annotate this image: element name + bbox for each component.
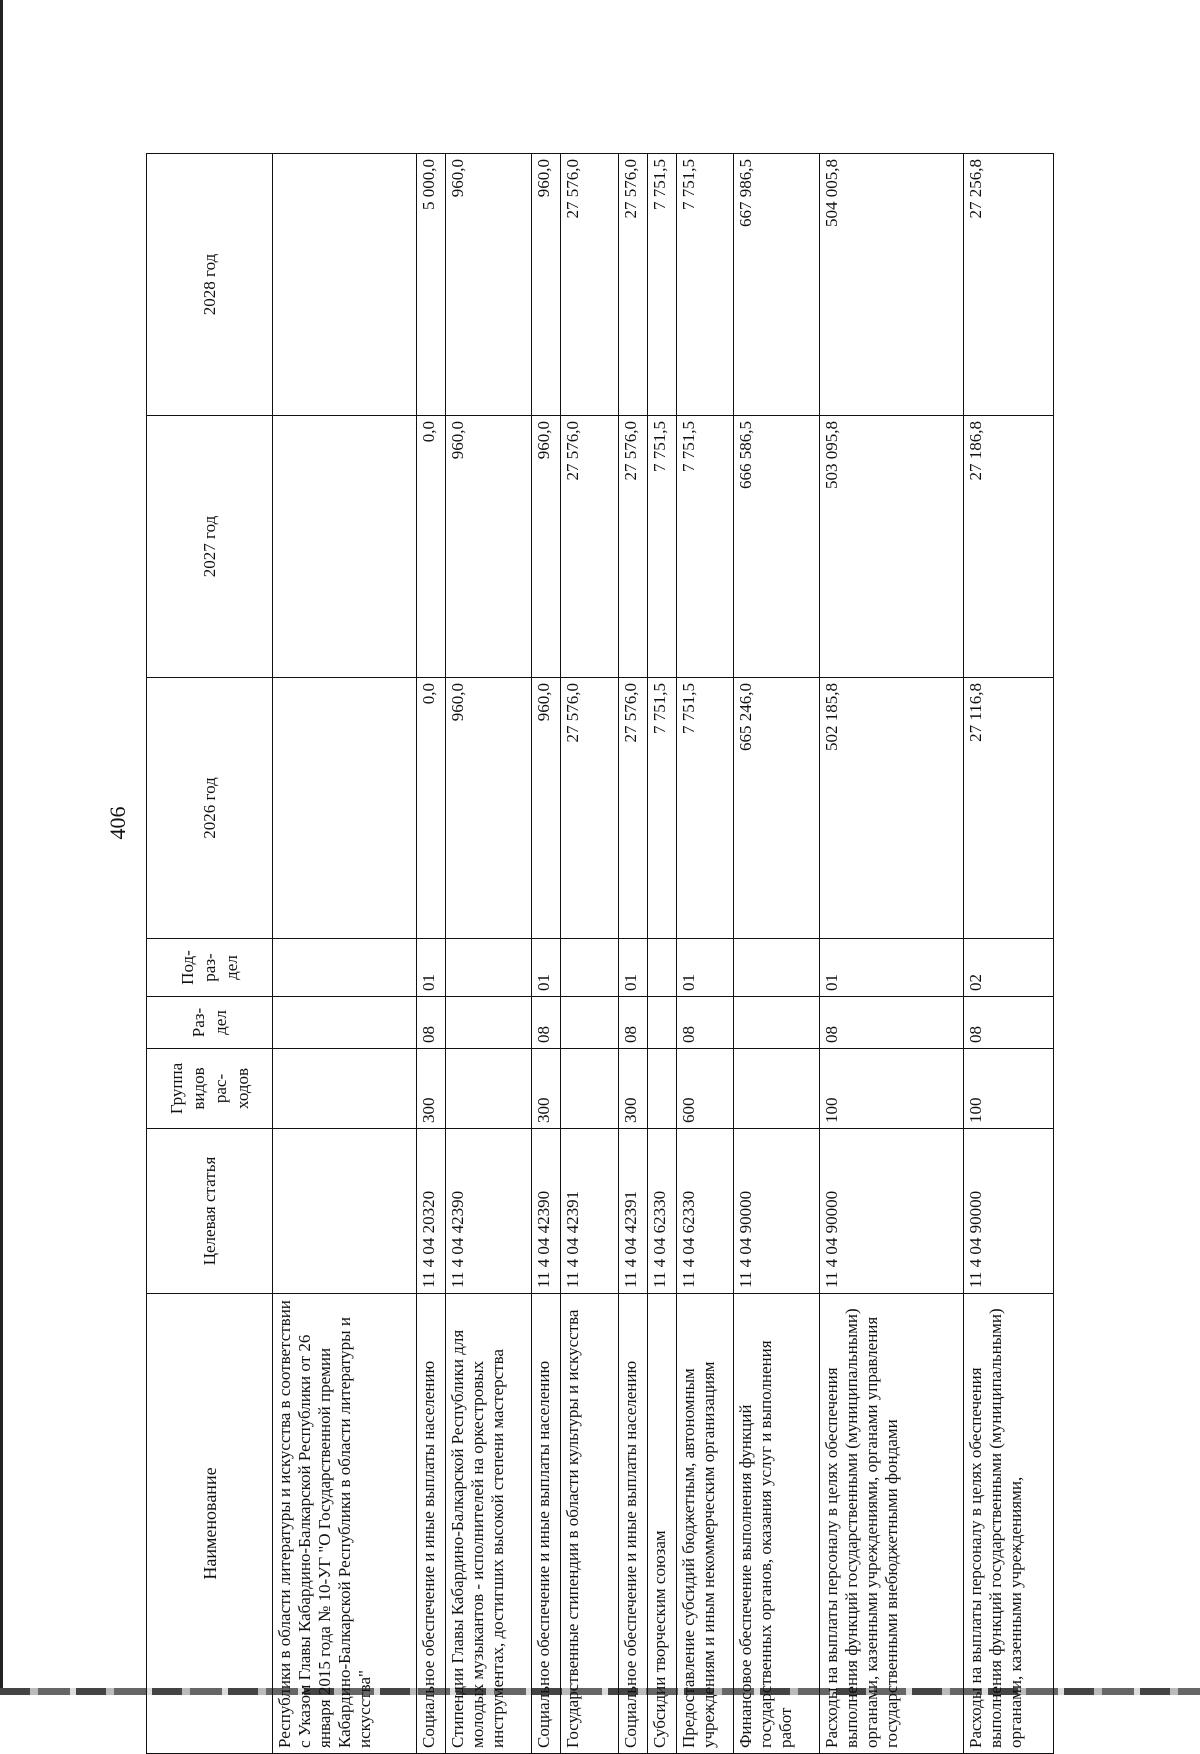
cell-2028: 27 576,0 [618,154,647,416]
cell-2026: 0,0 [417,678,446,939]
cell-name: Социальное обеспечение и иные выплаты населению [417,1294,446,1754]
cell-section [446,997,532,1049]
cell-name: Финансовое обеспечение выполнения функций государственных органов, оказания услуг и выполнения работ [734,1294,820,1754]
table-row [820,154,964,1754]
cell-2028 [273,154,417,416]
cell-target: 11 4 04 90000 [820,1129,964,1294]
cell-target: 11 4 04 90000 [734,1129,820,1294]
cell-subsection: 01 [677,939,734,997]
cell-2026: 27 576,0 [561,678,618,939]
cell-2028: 7 751,5 [677,154,734,416]
header-name: Наименование [147,1294,273,1754]
cell-group [647,1049,676,1129]
header-target: Целевая статья [147,1129,273,1294]
cell-name: Социальное обеспечение и иные выплаты населению [618,1294,647,1754]
cell-name: Расходы на выплаты персоналу в целях обеспечения выполнения функций государственными (муниципальными) органами, казенными учреждениями, [964,1294,1054,1754]
cell-subsection [647,939,676,997]
cell-group [273,1049,417,1129]
cell-name: Расходы на выплаты персоналу в целях обеспечения выполнения функций государственными (муниципальными) органами, казенными учреждениями, органами управления государственными внебюджетными фондами [820,1294,964,1754]
header-2027: 2027 год [147,416,273,678]
cell-subsection: 01 [618,939,647,997]
cell-target: 11 4 04 42391 [618,1129,647,1294]
cell-2026: 502 185,8 [820,678,964,939]
cell-target: 11 4 04 42390 [446,1129,532,1294]
cell-subsection: 02 [964,939,1054,997]
cell-subsection: 01 [531,939,560,997]
cell-group [734,1049,820,1129]
cell-group: 300 [618,1049,647,1129]
cell-2026: 7 751,5 [647,678,676,939]
cell-subsection [561,939,618,997]
header-row [147,154,273,1754]
cell-2027: 27 576,0 [561,416,618,678]
cell-section [647,997,676,1049]
cell-target: 11 4 04 20320 [417,1129,446,1294]
header-2028: 2028 год [147,154,273,416]
cell-2026: 27 116,8 [964,678,1054,939]
cell-name: Государственные стипендии в области культуры и искусства [561,1294,618,1754]
cell-subsection: 01 [417,939,446,997]
cell-name: Предоставление субсидий бюджетным, автономным учреждениям и иным некоммерческим организациям [677,1294,734,1754]
cell-section [561,997,618,1049]
table-row [647,154,676,1754]
header-subsection: Под-раз-дел [147,939,273,997]
cell-subsection [734,939,820,997]
cell-2027: 7 751,5 [677,416,734,678]
cell-name: Социальное обеспечение и иные выплаты населению [531,1294,560,1754]
cell-section: 08 [964,997,1054,1049]
cell-2026: 7 751,5 [677,678,734,939]
budget-table-rotated [146,154,1054,1754]
cell-2028: 27 576,0 [561,154,618,416]
header-2026: 2026 год [147,678,273,939]
header-group: Группа видов рас-ходов [147,1049,273,1129]
cell-2028: 667 986,5 [734,154,820,416]
table-row [531,154,560,1754]
cell-subsection [273,939,417,997]
cell-2027: 0,0 [417,416,446,678]
cell-2026 [273,678,417,939]
cell-section [273,997,417,1049]
table-row [618,154,647,1754]
cell-target: 11 4 04 42391 [561,1129,618,1294]
cell-section: 08 [618,997,647,1049]
table-row [561,154,618,1754]
cell-2028: 27 256,8 [964,154,1054,416]
cell-group: 600 [677,1049,734,1129]
cell-target [273,1129,417,1294]
cell-2026: 665 246,0 [734,678,820,939]
cell-2027: 960,0 [446,416,532,678]
cell-subsection: 01 [820,939,964,997]
cell-2027: 27 186,8 [964,416,1054,678]
cell-2026: 27 576,0 [618,678,647,939]
cell-2028: 960,0 [531,154,560,416]
cell-2027 [273,416,417,678]
cell-name: Республики в области литературы и искусства в соответствии с Указом Главы Кабардино-Балкарской Республики от 26 января 2015 года № 10-УГ "О Государственной премии Кабардино-Балкарской Республики в области литературы и искусства" [273,1294,417,1754]
cell-2028: 7 751,5 [647,154,676,416]
cell-target: 11 4 04 90000 [964,1129,1054,1294]
cell-group: 300 [417,1049,446,1129]
cell-group: 300 [531,1049,560,1129]
cell-target: 11 4 04 62330 [647,1129,676,1294]
scan-left-edge [0,0,3,1695]
table-row [417,154,446,1754]
cell-target: 11 4 04 62330 [677,1129,734,1294]
cell-group: 100 [820,1049,964,1129]
header-section: Раз-дел [147,997,273,1049]
cell-group [561,1049,618,1129]
table-row [734,154,820,1754]
cell-group: 100 [964,1049,1054,1129]
cell-subsection [446,939,532,997]
cell-section [734,997,820,1049]
cell-2027: 27 576,0 [618,416,647,678]
cell-2026: 960,0 [531,678,560,939]
cell-section: 08 [417,997,446,1049]
cell-2028: 5 000,0 [417,154,446,416]
cell-section: 08 [677,997,734,1049]
table-row [273,154,417,1754]
table-row [677,154,734,1754]
cell-2027: 7 751,5 [647,416,676,678]
cell-2027: 503 095,8 [820,416,964,678]
table-body [273,154,1054,1754]
cell-group [446,1049,532,1129]
table-row [964,154,1054,1754]
cell-2026: 960,0 [446,678,532,939]
cell-section: 08 [820,997,964,1049]
cell-target: 11 4 04 42390 [531,1129,560,1294]
cell-name: Субсидии творческим союзам [647,1294,676,1754]
cell-2027: 960,0 [531,416,560,678]
budget-table [146,153,1054,1754]
cell-2028: 960,0 [446,154,532,416]
table-row [446,154,532,1754]
cell-2028: 504 005,8 [820,154,964,416]
cell-2027: 666 586,5 [734,416,820,678]
page-number: 406 [105,806,130,840]
cell-section: 08 [531,997,560,1049]
cell-name: Стипендии Главы Кабардино-Балкарской Республики для молодых музыкантов - исполнителей на оркестровых инструментах, достигших высокой степени мастерства [446,1294,532,1754]
